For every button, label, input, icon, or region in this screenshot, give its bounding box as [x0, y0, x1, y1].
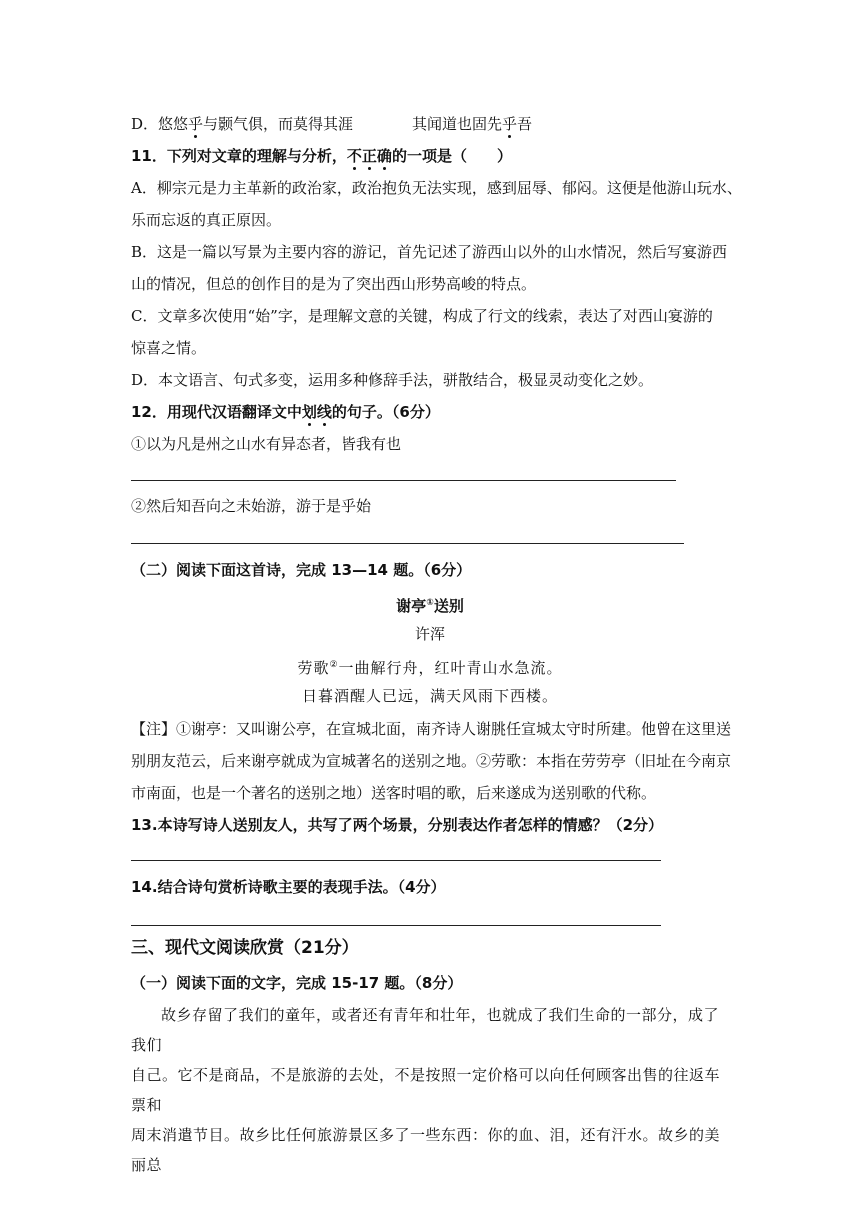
emphasis-dot-char: 线 [316, 403, 332, 421]
poem-line-1 [0, 655, 860, 678]
q13-title: 13.本诗写诗人送别友人，共写了两个场景，分别表达作者怎样的情感？（2分） [131, 816, 664, 834]
poem-note-line2: 别朋友范云，后来谢亭就成为宣城著名的送别之地。②劳歌：本指在劳劳亭（旧址在今南京 [131, 752, 732, 770]
emphasis-dot-char: 不 [346, 147, 362, 165]
answer-line [131, 543, 684, 544]
emphasis-dot-char: 划 [301, 403, 317, 421]
paragraph-line-1: 故乡存留了我们的童年，或者还有青年和壮年，也就成了我们生命的一部分，成了我们 [131, 1006, 720, 1054]
poem-line-1-text: 劳歌 [297, 659, 330, 677]
poem-title [0, 593, 860, 616]
footnote-marker: ① [426, 598, 434, 608]
answer-line [131, 860, 661, 861]
section-3-subheading: （一）阅读下面的文字，完成 15-17 题。（8分） [131, 974, 463, 992]
footnote-marker: ② [329, 660, 339, 670]
q11-option-b-line2: 山的情况，但总的创作目的是为了突出西山形势高峻的特点。 [131, 275, 537, 293]
poem-note-line3: 市南面，也是一个著名的送别之地）送客时唱的歌，后来遂成为送别歌的代称。 [131, 784, 657, 802]
poem-title-rest: 送别 [433, 597, 464, 615]
q11-option-c-line1: C．文章多次使用“始”字，是理解文意的关键，构成了行文的线索，表达了对西山宴游的 [131, 307, 713, 325]
q10-option-d-right [412, 114, 532, 134]
q11-option-c-line2: 惊喜之情。 [131, 339, 207, 357]
poem-note-line1: 【注】①谢亭：又叫谢公亭，在宣城北面，南齐诗人谢朓任宣城太守时所建。他曾在这里送 [131, 720, 732, 738]
section-3-heading: 三、现代文阅读欣赏（21分） [131, 938, 359, 958]
q10-option-d [131, 114, 353, 134]
poem-title-text: 谢亭 [396, 597, 427, 615]
q12-title-text: 12．用现代汉语翻译文中 [131, 403, 302, 421]
poem-line-1-rest: 一曲解行舟，红叶青山水急流。 [338, 659, 563, 677]
q11-title-rest: 的一项是（ ） [391, 147, 512, 165]
q11-title [131, 146, 512, 166]
emphasis-dot-char: 正 [361, 147, 377, 165]
paragraph-line-3: 周末消遣节目。故乡比任何旅游景区多了一些东西：你的血、泪，还有汗水。故乡的美丽总 [131, 1126, 721, 1174]
q12-title-rest: 的句子。（6分） [331, 403, 440, 421]
poem-line-2: 日暮酒醒人已远，满天风雨下西楼。 [301, 687, 558, 705]
q12-sentence-2: ②然后知吾向之未始游，游于是乎始 [131, 497, 372, 515]
q10-d-left-rest: 与颢气俱，而莫得其涯 [203, 115, 354, 133]
answer-line [131, 925, 661, 926]
q12-sentence-1: ①以为凡是州之山水有异态者，皆我有也 [131, 435, 402, 453]
emphasis-dot-char: 乎 [188, 115, 204, 133]
q11-title-text: 11．下列对文章的理解与分析， [131, 147, 347, 165]
paragraph-line-2: 自己。它不是商品，不是旅游的去处，不是按照一定价格可以向任何顾客出售的往返车票和 [131, 1066, 721, 1114]
emphasis-dot-char: 乎 [502, 115, 518, 133]
poem-section-heading: （二）阅读下面这首诗，完成 13—14 题。（6分） [131, 561, 472, 579]
section-3-paragraph [131, 1000, 731, 1180]
poem-author: 许浑 [414, 625, 445, 643]
q11-option-d: D．本文语言、句式多变，运用多种修辞手法，骈散结合，极显灵动变化之妙。 [131, 371, 654, 389]
q11-option-a-line1: A．柳宗元是力主革新的政治家，政治抱负无法实现，感到屈辱、郁闷。这便是他游山玩水、 [131, 179, 742, 197]
q10-d-right-text: 其闻道也固先 [412, 115, 503, 133]
q10-d-right-rest: 吾 [517, 115, 533, 133]
answer-line [131, 480, 676, 481]
q12-title [131, 402, 440, 422]
q10-d-left-text: D．悠悠 [131, 115, 189, 133]
emphasis-dot-char: 确 [376, 147, 392, 165]
q14-title: 14.结合诗句赏析诗歌主要的表现手法。（4分） [131, 878, 446, 896]
q11-option-b-line1: B．这是一篇以写景为主要内容的游记，首先记述了游西山以外的山水情况，然后写宴游西 [131, 243, 728, 261]
q11-option-a-line2: 乐而忘返的真正原因。 [131, 211, 282, 229]
